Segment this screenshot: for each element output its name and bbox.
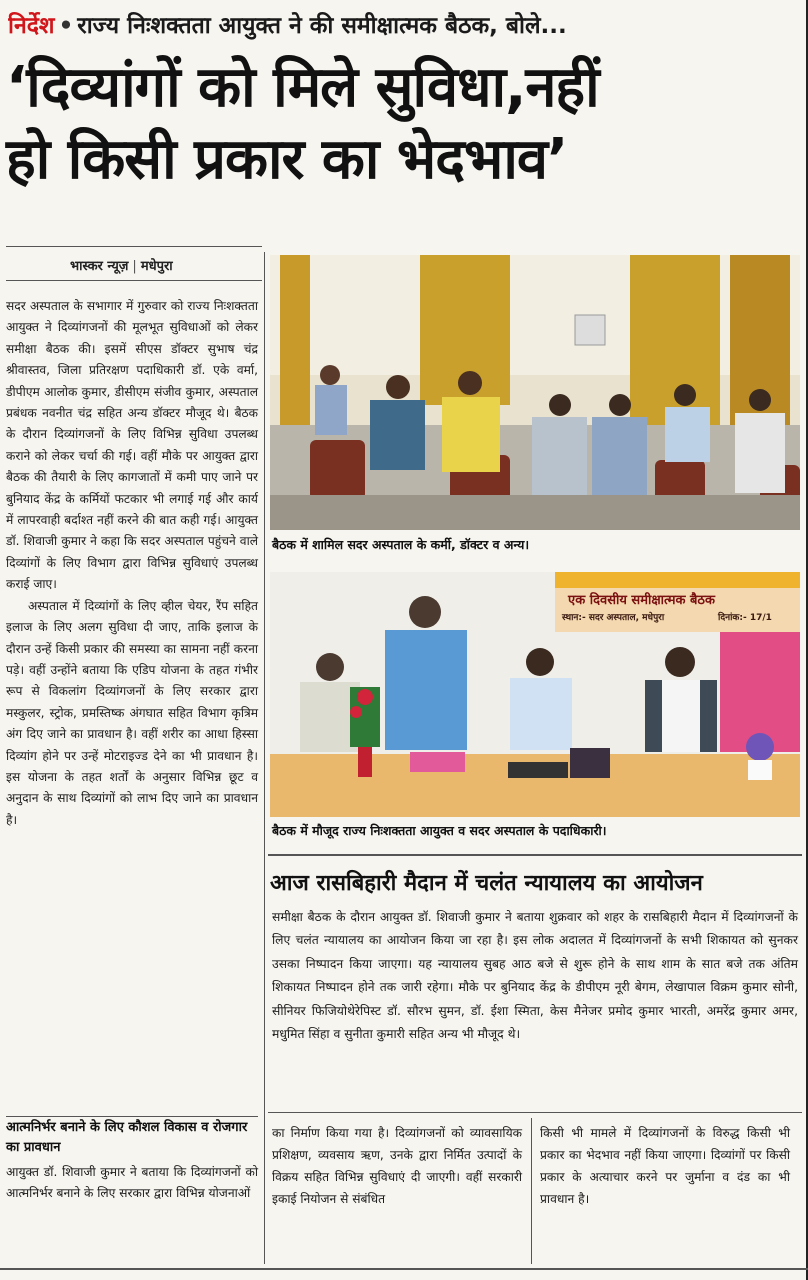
bottom-photo-caption: बैठक में मौजूद राज्य निःशक्तता आयुक्त व सदर अस्पताल के पदाधिकारी। <box>272 823 607 838</box>
divider <box>268 1112 802 1113</box>
box-story-headline: आज रासबिहारी मैदान में चलंत न्यायालय का आयोजन <box>270 871 703 896</box>
byline <box>70 256 173 274</box>
banner-date: दिनांक:- 17/1 <box>718 613 772 623</box>
byline-separator: | <box>132 259 137 274</box>
top-photo-caption: बैठक में शामिल सदर अस्पताल के कर्मी, डॉक्टर व अन्य। <box>272 537 530 552</box>
divider <box>6 246 262 247</box>
banner-place: स्थान:- सदर अस्पताल, मधेपुरा <box>562 613 665 623</box>
headline-line-2: हो किसी प्रकार का भेदभाव’ <box>6 127 568 192</box>
column-rule <box>531 1118 532 1264</box>
main-story-column-2: का निर्माण किया गया है। दिव्यांगजनों को व्यावसायिक प्रशिक्षण, व्यवसाय ऋण, उनके द्वारा निर्मित उत्पादों के विक्रय सहित विभिन्न सुविधाएं दी जाएगी। वहीं सरकारी इकाई नियोजन से संबंधित <box>272 1126 522 1206</box>
divider <box>268 854 802 856</box>
banner-title: एक दिवसीय समीक्षात्मक बैठक <box>568 593 715 608</box>
column-rule <box>264 252 265 1264</box>
divider <box>6 280 262 281</box>
box-story-body: समीक्षा बैठक के दौरान आयुक्त डॉ. शिवाजी कुमार ने बताया शुक्रवार को शहर के रासबिहारी मैदान में दिव्यांगजनों के लिए चलंत न्यायालय का आयोजन किया जा रहा है। इस लोक अदालत में दिव्यांगजनों के सभी शिकायत को सुनकर उसका निष्पादन किया जाएगा। यह न्यायालय सुबह आठ बजे से शुरू होने के साथ शाम के सात बजे तक अंतिम शिकायत निष्पादन होने तक जारी रहेगा। मौके पर बुनियाद केंद्र के डीपीएम नूरी बेगम, लेखापाल विक्रम कुमार सोनी, सीनियर फिजियोथेरेपिस्ट डॉ. सौरभ सुमन, डॉ. ईशा स्मिता, केस मैनेजर प्रमोद कुमार भारती, अमरेंद्र कुमार अमर, मधुमित सिंहा व सुनीता कुमारी सहित अन्य भी मौजूद थे। <box>272 910 798 1042</box>
officials-photo-illustration <box>270 572 800 817</box>
byline-source: भास्कर न्यूज़ <box>70 259 129 274</box>
main-story-para-3: आयुक्त डॉ. शिवाजी कुमार ने बताया कि दिव्यांगजनों को आत्मनिर्भर बनाने के लिए सरकार द्वारा विभिन्न योजनाओं <box>6 1165 258 1200</box>
bottom-border <box>0 1268 808 1270</box>
kicker-text: राज्य निःशक्तता आयुक्त ने की समीक्षात्मक बैठक, बोले... <box>77 13 567 39</box>
main-story-para-2: अस्पताल में दिव्यांगों के लिए व्हील चेयर, रैंप सहित इलाज के लिए अलग सुविधा दी जाए, ताकि इलाज के दौरान उन्हें किसी प्रकार की समस्या का सामना नहीं करना पड़े। वहीं उन्होंने बताया कि एडिप योजना के तहत गंभीर रूप से विकलांग दिव्यांगजनों के लिए सरकार द्वारा मस्कुलर, स्ट्रोक, प्रमस्तिष्क अंगघात सहित विभाग कृत्रिम अंग दिए जाने का प्रावधान है। वहीं शरीर का आधा हिस्सा दिव्यांग होने पर उन्हें मोटराइज्ड देने का भी प्रावधान है। इस योजना के तहत शर्तों के अनुसार विभिन्न छूट व अनुदान के साथ दिव्यांगों को लाभ दिए जाने का प्रावधान है। <box>6 598 258 827</box>
divider <box>6 1116 258 1117</box>
main-story-column-3: किसी भी मामले में दिव्यांगजनों के विरुद्ध किसी भी प्रकार का भेदभाव नहीं किया जाएगा। दिव्यांगों पर किसी प्रकार के अत्याचार करने पर जुर्माना व दंड का भी प्रावधान है। <box>540 1126 790 1206</box>
bullet-icon: • <box>58 13 74 39</box>
main-story-column <box>6 296 258 831</box>
headline-line-1: ‘दिव्यांगों को मिले सुविधा,नहीं <box>6 55 599 120</box>
byline-place: मधेपुरा <box>140 259 173 274</box>
audience-photo-illustration <box>270 255 800 530</box>
subhead: आत्मनिर्भर बनाने के लिए कौशल विकास व रोजगार का प्रावधान <box>6 1120 248 1155</box>
kicker-tag: निर्देश <box>8 13 55 39</box>
headline <box>6 52 802 196</box>
kicker <box>8 6 798 46</box>
photo-officials <box>270 572 800 817</box>
main-story-para-1: सदर अस्पताल के सभागार में गुरुवार को राज्य निःशक्तता आयुक्त ने दिव्यांगजनों की मूलभूत सुविधाओं को लेकर समीक्षा बैठक की। इसमें सीएस डॉक्टर सुभाष चंद्र श्रीवास्तव, जिला प्रतिरक्षण पदाधिकारी डॉ. एके वर्मा, डीपीएम आलोक कुमार, डीसीएम संजीव कुमार, अस्पताल प्रबंधक नवनीत चंद्र सहित अन्य डॉक्टर मौजूद थे। बैठक के दौरान दिव्यांगजनों के लिए विभिन्न सुविधा उपलब्ध कराने को लेकर चर्चा की गई। वहीं मौके पर आयुक्त द्वारा बैठक की तैयारी के लिए कागजातों में कमी पाए जाने पर बुनियाद केंद्र के कर्मियों फटकार भी लगाई गई और कार्य में लापरवाही बर्दाश्त नहीं करने की बात कही गई। आयुक्त डॉ. शिवाजी कुमार ने कहा कि सदर अस्पताल पहुंचने वाले दिव्यांगों के लिए विभाग द्वारा विभिन्न सुविधाएं उपलब्ध कराई जाए। <box>6 299 258 592</box>
photo-meeting-audience <box>270 255 800 530</box>
